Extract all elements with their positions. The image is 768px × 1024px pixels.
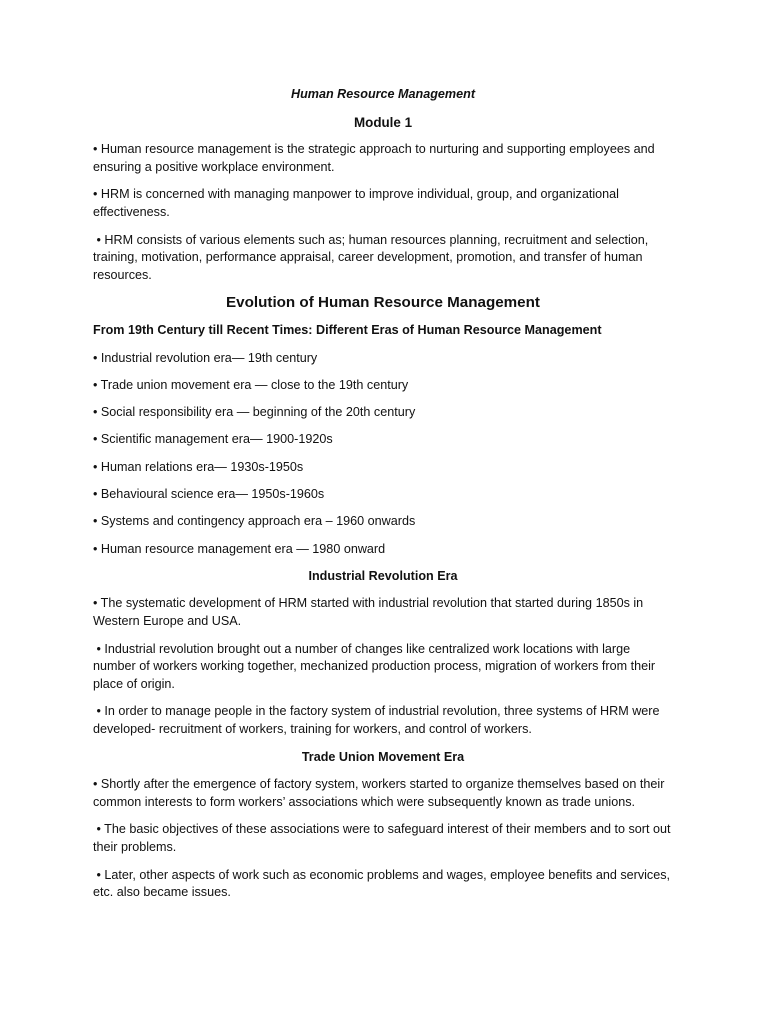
intro-paragraph-3: • HRM consists of various elements such as; human resources planning, recruitment and selection, training, motivation, performance appraisal, career development, promotion, and transfer of human resources. (93, 232, 652, 282)
industrial-paragraph-3: • In order to manage people in the factory system of industrial revolution, three systems of HRM were developed- recruitment of workers, training for workers, and control of workers. (93, 704, 663, 736)
trade-union-heading: Trade Union Movement Era (301, 749, 465, 764)
industrial-revolution-heading: Industrial Revolution Era (308, 568, 458, 583)
module-heading: Module 1 (353, 114, 413, 130)
trade-union-paragraph-3: • Later, other aspects of work such as economic problems and wages, employee benefits and services, etc. also became issues. (93, 867, 674, 900)
intro-paragraph-2: • HRM is concerned with managing manpower to improve individual, group, and organizational effectiveness. (93, 187, 619, 219)
era-item-systems-contingency: • Systems and contingency approach era – 1960 onwards (93, 514, 416, 529)
era-item-behavioural-science: • Behavioural science era— 1950s-1960s (93, 486, 325, 501)
era-item-industrial: • Industrial revolution era— 19th century (93, 350, 318, 365)
intro-paragraph-1: • Human resource management is the strategic approach to nurturing and supporting employees and ensuring a positive workplace environment. (93, 142, 655, 174)
document-title: Human Resource Management (290, 87, 476, 101)
era-item-human-relations: • Human relations era— 1930s-1950s (93, 459, 304, 474)
era-item-scientific-management: • Scientific management era— 1900-1920s (93, 432, 333, 447)
trade-union-paragraph-2: • The basic objectives of these associations were to safeguard interest of their members and to sort out their problems. (93, 822, 674, 854)
industrial-paragraph-2: • Industrial revolution brought out a number of changes like centralized work locations with large number of workers working together, mechanized production process, migration of workers from their place of origin. (93, 641, 659, 691)
document-page (93, 86, 673, 912)
era-item-trade-union: • Trade union movement era — close to the 19th century (93, 377, 409, 392)
era-item-social-responsibility: • Social responsibility era — beginning of the 20th century (93, 405, 416, 420)
trade-union-paragraph-1: • Shortly after the emergence of factory system, workers started to organize themselves based on their common interests to form workers’ associations which were subsequently known as trade unions. (93, 777, 665, 809)
eras-heading: From 19th Century till Recent Times: Different Eras of Human Resource Management (93, 322, 602, 337)
evolution-heading: Evolution of Human Resource Management (226, 294, 540, 312)
industrial-paragraph-1: • The systematic development of HRM started with industrial revolution that started during 1850s in Western Europe and USA. (93, 596, 644, 628)
era-item-hrm: • Human resource management era — 1980 onward (93, 541, 386, 556)
